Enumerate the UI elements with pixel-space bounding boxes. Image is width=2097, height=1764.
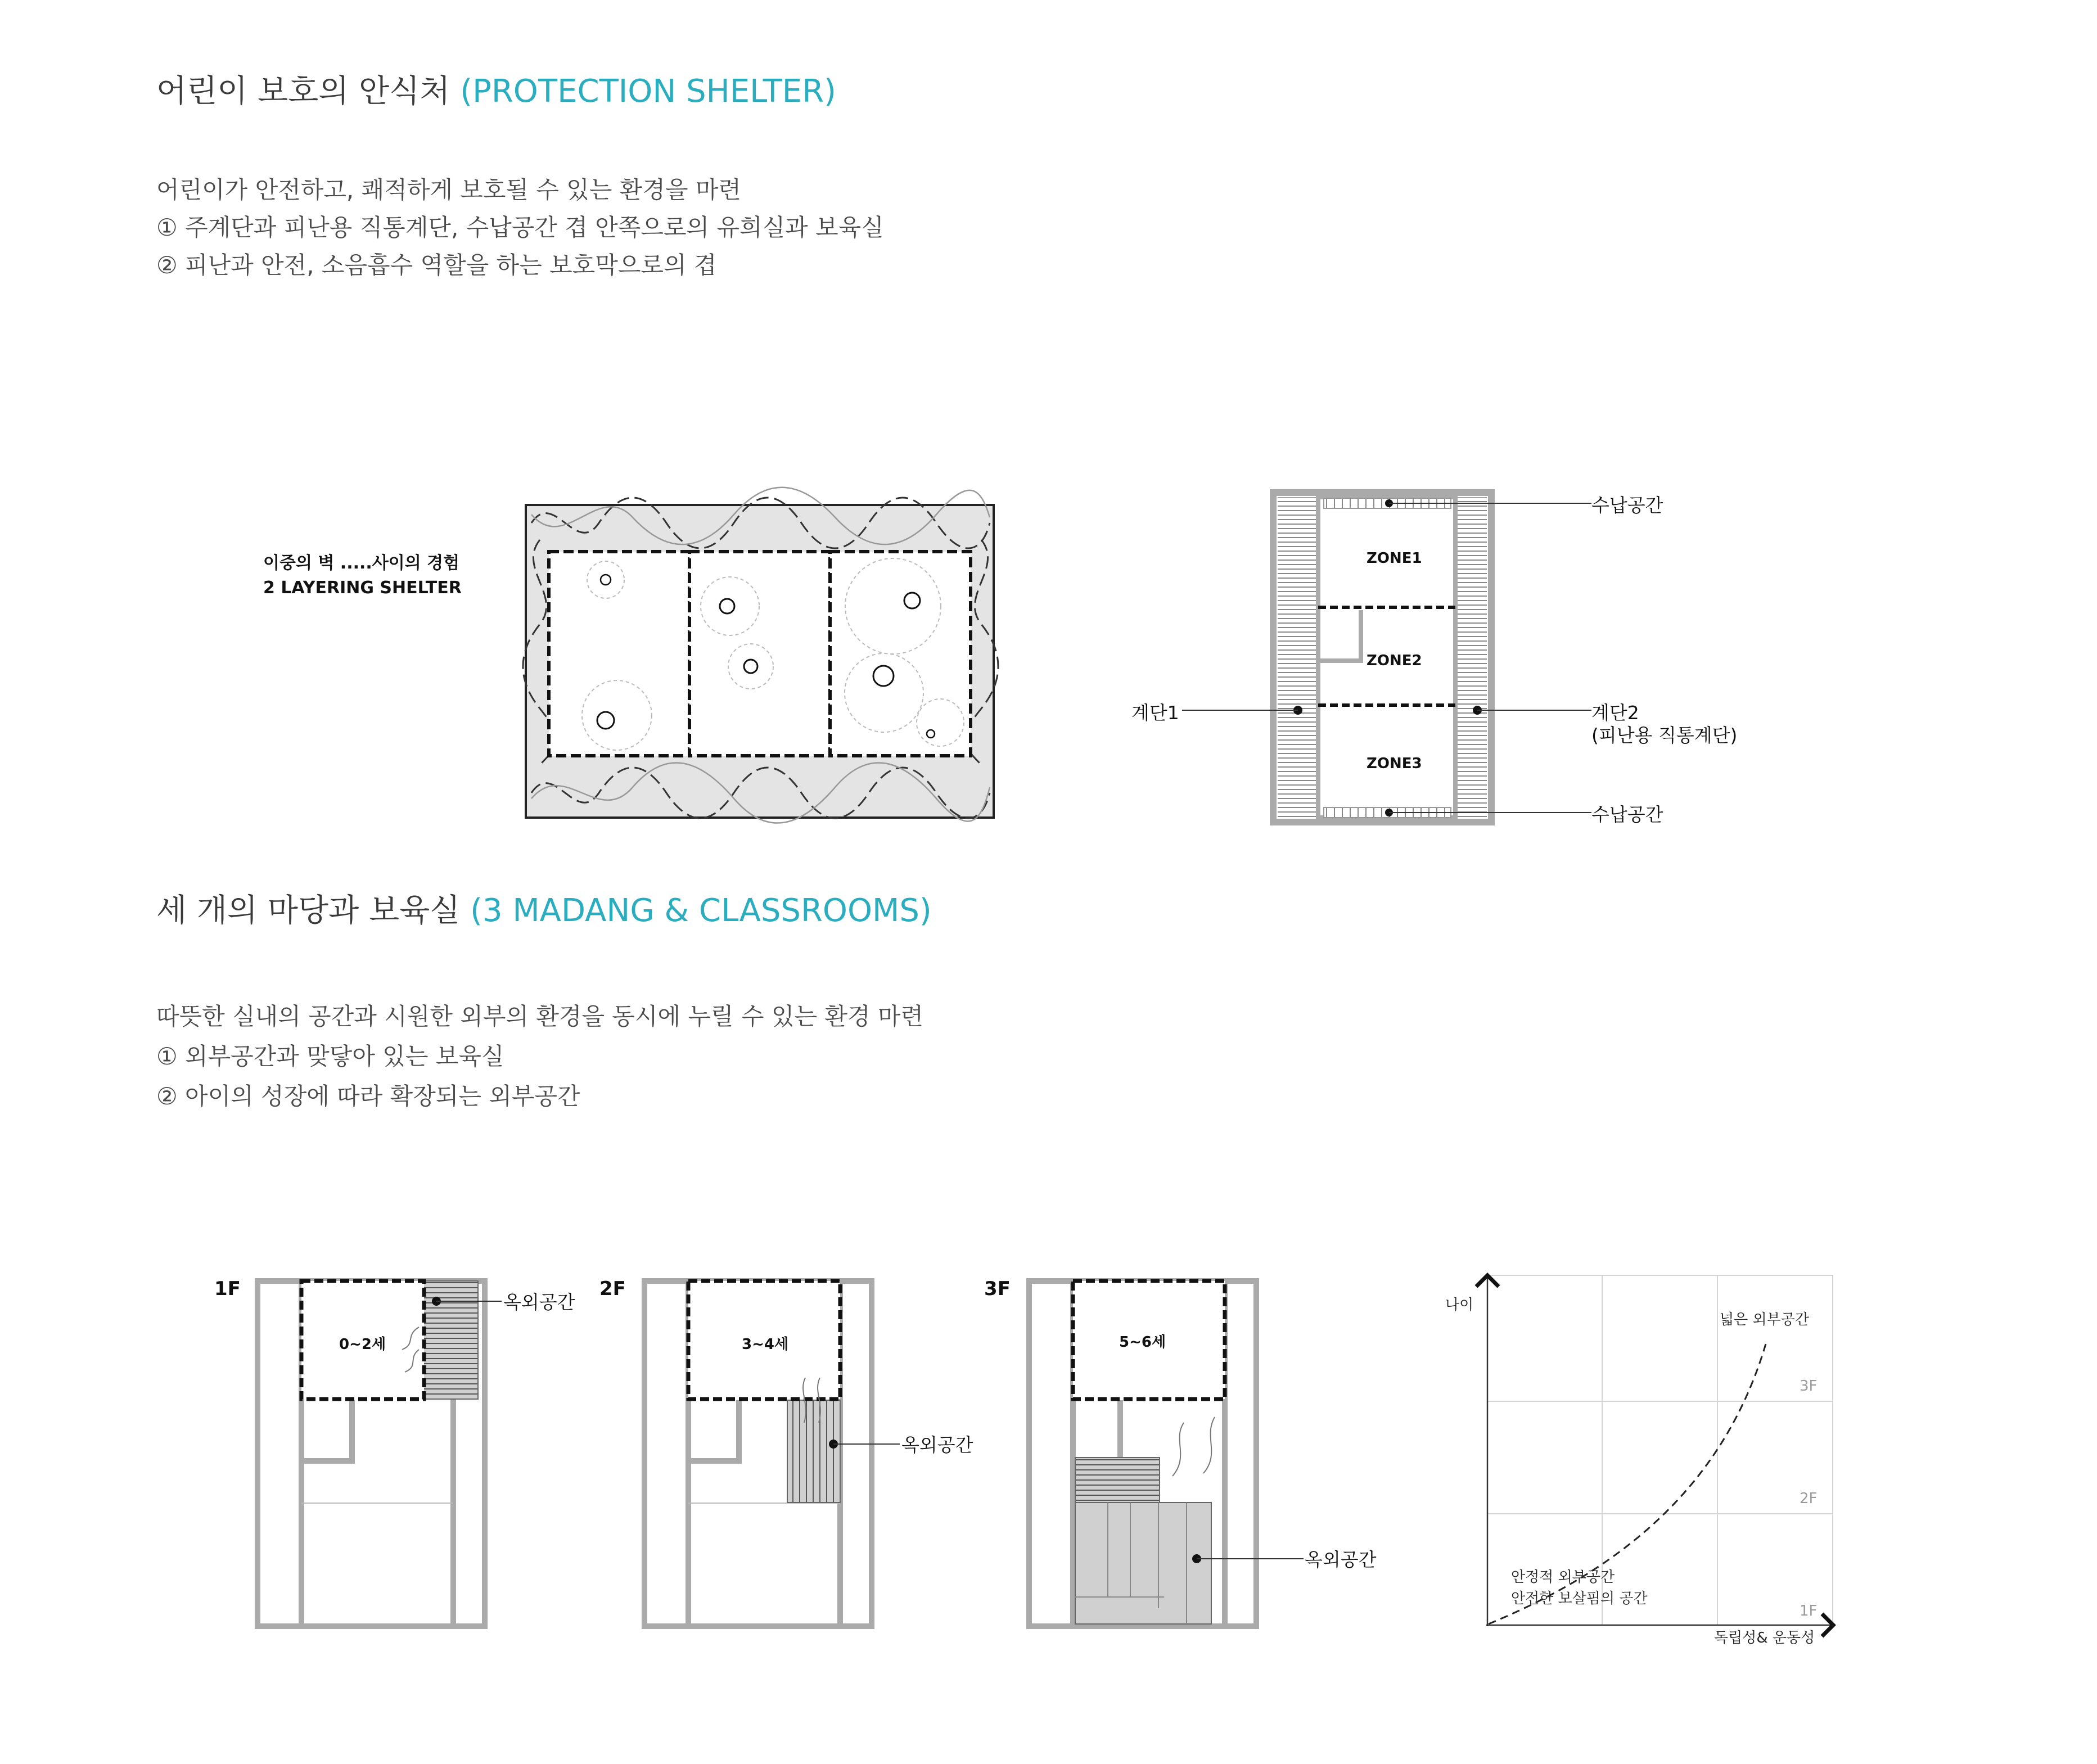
section1-line-1: 어린이가 안전하고, 쾌적하게 보호될 수 있는 환경을 마련 [156, 176, 741, 204]
floor-2f-age: 3~4세 [742, 1336, 789, 1353]
2f-outdoor-area [787, 1400, 840, 1503]
storage-bottom-label: 수납공간 [1591, 804, 1663, 825]
section1-line-3: ② 피난과 안전, 소음흡수 역할을 하는 보호막으로의 겹 [156, 251, 717, 279]
shelter-room-2 [689, 552, 830, 756]
graph-level-3f: 3F [1800, 1378, 1818, 1395]
section1-title-ko: 어린이 보호의 안식처 [156, 73, 461, 110]
floor-2f-label: 2F [599, 1278, 626, 1300]
storage-top-label: 수납공간 [1591, 494, 1663, 516]
floor-3f-outdoor-label: 옥외공간 [1305, 1549, 1377, 1571]
shelter-diagram [523, 488, 998, 823]
graph-top-note: 넓은 외부공간 [1720, 1311, 1809, 1328]
graph-level-2f: 2F [1800, 1490, 1818, 1507]
section1-title-en: (PROTECTION SHELTER) [460, 73, 836, 110]
graph-y-label: 나이 [1445, 1297, 1474, 1314]
stair1-area [1278, 497, 1318, 818]
floor-1f-label: 1F [214, 1278, 241, 1300]
section2-title-ko: 세 개의 마당과 보육실 [156, 892, 471, 929]
section2-title [156, 886, 932, 931]
3f-outdoor-area [1075, 1503, 1211, 1624]
section2-line-3: ② 아이의 성장에 따라 확장되는 외부공간 [156, 1082, 580, 1110]
shelter-label-en: 2 LAYERING SHELTER [263, 578, 462, 598]
graph-bottom-note-1: 안정적 외부공간 [1511, 1569, 1615, 1586]
3f-outdoor-stair [1075, 1458, 1160, 1503]
stair2-label: 계단2 [1591, 702, 1639, 724]
1f-outdoor-area [423, 1281, 478, 1399]
stair2-sublabel: (피난용 직통계단) [1591, 724, 1738, 746]
graph-bottom-note-2: 안전한 보살핌의 공간 [1511, 1590, 1648, 1607]
floor-plan-3f [1029, 1281, 1304, 1626]
stair2-area [1455, 497, 1487, 818]
floor-3f-age: 5~6세 [1119, 1334, 1166, 1351]
shelter-label-ko: 이중의 벽 .....사이의 경험 [263, 553, 460, 573]
floor-2f-outdoor-label: 옥외공간 [901, 1434, 973, 1456]
shelter-room-1 [549, 552, 689, 756]
zone-2-label: ZONE2 [1367, 652, 1422, 669]
section2-line-2: ① 외부공간과 맞닿아 있는 보육실 [156, 1043, 504, 1070]
floor-1f-outdoor-label: 옥외공간 [503, 1291, 575, 1313]
graph-level-1f: 1F [1800, 1603, 1818, 1619]
zone-1-label: ZONE1 [1367, 550, 1422, 567]
graph-x-label: 독립성& 운동성 [1714, 1630, 1815, 1646]
section2-title-en: (3 MADANG & CLASSROOMS) [470, 892, 932, 929]
section2-line-1: 따뜻한 실내의 공간과 시원한 외부의 환경을 동시에 누릴 수 있는 환경 마련 [156, 1003, 924, 1030]
section1-line-2: ① 주계단과 피난용 직통계단, 수납공간 겹 안쪽으로의 유희실과 보육실 [156, 214, 884, 241]
floor-1f-age: 0~2세 [339, 1336, 386, 1353]
stair1-label: 계단1 [1131, 702, 1179, 724]
floor-3f-label: 3F [984, 1278, 1011, 1300]
zone-3-label: ZONE3 [1367, 755, 1422, 772]
